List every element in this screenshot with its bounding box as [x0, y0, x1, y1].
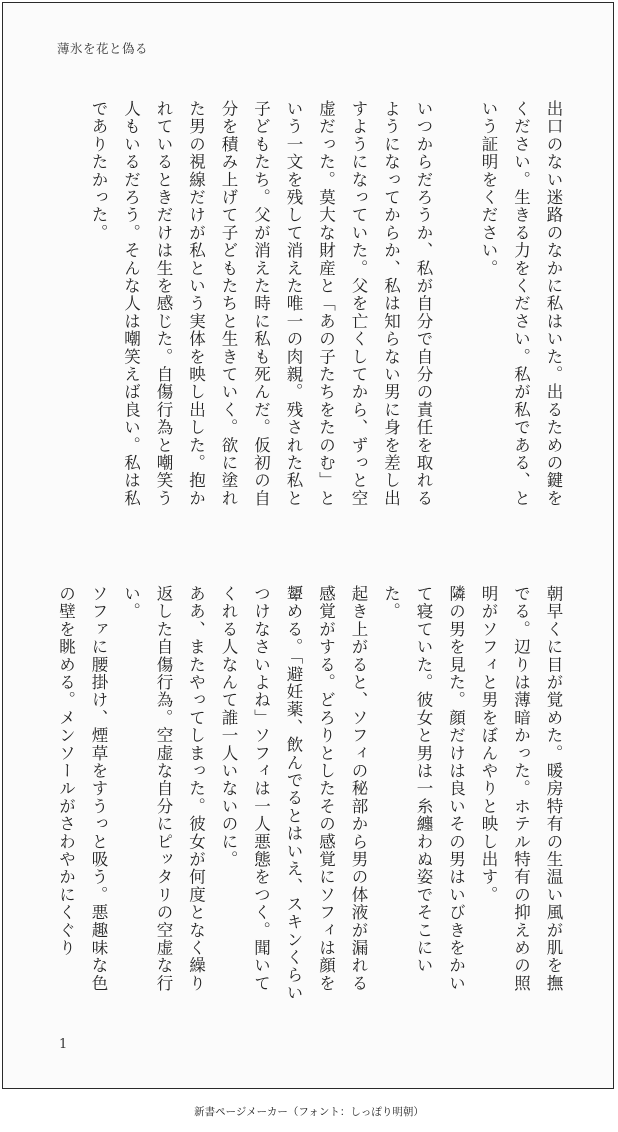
chapter-title: 薄氷を花と偽る [57, 41, 149, 56]
upper-text-block [49, 100, 569, 520]
book-page [2, 2, 614, 1089]
paragraph: 出口のない迷路のなかに私はいた。出るための鍵をください。生きる力をください。私が私である、という証明をください。 [479, 100, 563, 508]
lower-text-block [49, 585, 569, 1005]
page-number: 1 [59, 1037, 68, 1052]
paragraph: ああ、またやってしまった。彼女が何度となく繰り返した自傷行為。空虚な自分にピッタリの空虚な行い。 [121, 585, 206, 993]
paragraph: 朝早くに目が覚めた。暖房特有の生温い風が肌を撫でる。辺りは薄暗かった。ホテル特有の抑えめの照明がソフィと男をぼんやりと映し出す。 [479, 585, 563, 993]
paragraph: 隣の男を見た。顔だけは良いその男はいびきをかいて寝ていた。彼女と男は一糸纏わぬ姿でそこにいた。 [381, 585, 466, 993]
paragraph: いつからだろうか、私が自分で自分の責任を取れるようになってからか、私は知らない男に身を差し出すようになっていた。父を亡くしてから、ずっと空虚だった。莫大な財産と「あの子たちをたのむ」という一文を残して消えた唯一の肉親。残された私と子どもたち。父が消えた時に私も死んだ。仮初の自分を積み上げて子どもたちと生きていく。欲に塗れた男の視線だけが私という実体を映し出した。抱かれているときだけは生を感じた。自傷行為と嘲笑う人もいるだろう。そんな人は嘲笑えば良い。私は私でありたかった。 [89, 100, 433, 508]
blank-line [439, 100, 472, 520]
paragraph: ソファに腰掛け、煙草をすうっと吸う。悪趣味な色の壁を眺める。メンソールがさわやかにくぐり [56, 585, 108, 993]
paragraph: 起き上がると、ソフィの秘部から男の体液が漏れる感覚がする。どろりとしたその感覚にソフィは顔を顰める。「避妊薬、飲んでるとはいえ、スキンくらいつけなさいよね」ソフィは一人悪態をつく。聞いてくれる人なんて誰一人いないのに。 [219, 585, 368, 1002]
footer-credit: 新書ページメーカー（フォント：しっぽり明朝） [194, 1106, 424, 1118]
